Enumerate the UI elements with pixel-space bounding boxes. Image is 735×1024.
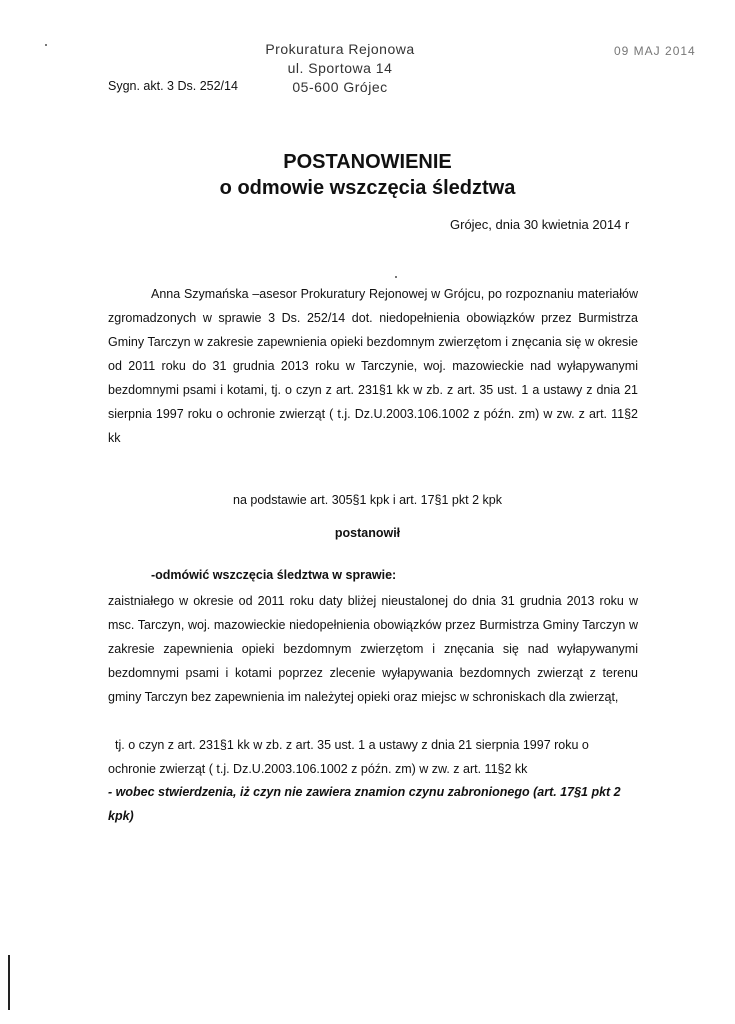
- intro-paragraph: Anna Szymańska –asesor Prokuratury Rejonowej w Grójcu, po rozpoznaniu materiałów zgromadzonych w sprawie 3 Ds. 252/14 dot. niedopełnienia obowiązków przez Burmistrza Gminy Tarczyn w zakresie zapewnienia opieki bezdomnym zwierzętom i znęcania się w okresie od 2011 roku do 31 grudnia 2013 roku w Tarczynie, woj. mazowieckie nad wyłapywanymi bezdomnymi psami i kotami, tj. o czyn z art. 231§1 kk w zb. z art. 35 ust. 1 a ustawy z dnia 21 sierpnia 1997 roku o ochronie zwierząt ( t.j. Dz.U.2003.106.1002 z późn. zm) w zw. z art. 11§2 kk: [108, 287, 638, 445]
- decision-legal-qualification: tj. o czyn z art. 231§1 kk w zb. z art. 35 ust. 1 a ustawy z dnia 21 sierpnia 1997 roku o ochronie zwierząt ( t.j. Dz.U.2003.106.1002 z późn. zm) w zw. z art. 11§2 kk: [108, 738, 589, 776]
- scan-speck: [395, 276, 397, 278]
- decision-body: zaistniałego w okresie od 2011 roku daty bliżej nieustalonej do dnia 31 grudnia 2013 roku w msc. Tarczyn, woj. mazowieckie niedopełnienia obowiązków przez Burmistrza Gminy Tarczyn w zakresie zapewnienia opieki bezdomnym zwierzętom i znęcania się nad wyłapywanymi bezdomnymi psami i kotami poprzez zlecenie wyłapywania bezdomnych zwierząt z terenu gminy Tarczyn bez zapewnienia im należytej opieki oraz miejsc w schroniskach dla zwierząt,: [108, 594, 638, 704]
- document-title: POSTANOWIENIE: [283, 151, 452, 173]
- case-number: Sygn. akt. 3 Ds. 252/14: [108, 79, 238, 93]
- office-name: Prokuratura Rejonowa: [265, 41, 415, 57]
- office-postal-city: 05-600 Grójec: [292, 79, 388, 95]
- decision-reason: - wobec stwierdzenia, iż czyn nie zawiera znamion czynu zabronionego (art. 17§1 pkt 2 kpk): [108, 785, 621, 823]
- place-date-line: Grójec, dnia 30 kwietnia 2014 r: [450, 217, 630, 232]
- legal-basis: na podstawie art. 305§1 kpk i art. 17§1 pkt 2 kpk: [233, 493, 502, 507]
- prosecutor-office-header: [230, 40, 450, 97]
- scan-margin-mark: [8, 955, 10, 1010]
- document-subtitle: o odmowie wszczęcia śledztwa: [219, 177, 516, 199]
- received-date-stamp: 09 MAJ 2014: [614, 44, 696, 58]
- scan-speck: [45, 44, 47, 46]
- decided-label: postanowił: [334, 526, 401, 540]
- decision-heading: -odmówić wszczęcia śledztwa w sprawie:: [151, 568, 397, 582]
- office-street: ul. Sportowa 14: [287, 60, 393, 76]
